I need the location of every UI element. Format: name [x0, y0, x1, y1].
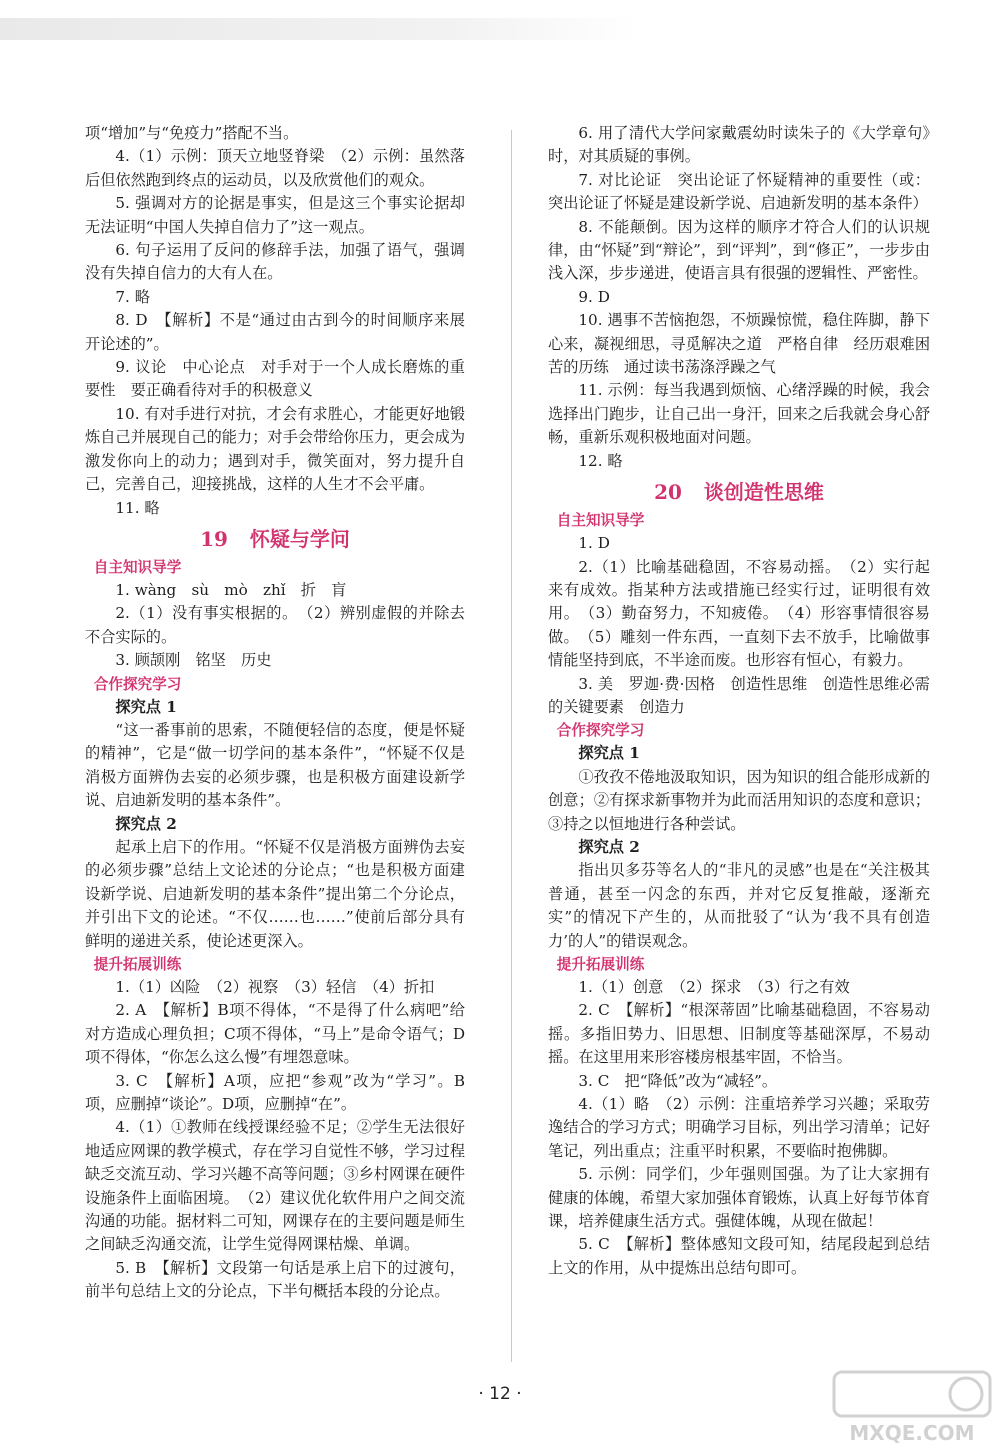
answer-line: 6. 用了清代大学问家戴震幼时读朱子的《大学章句》时，对其质疑的事例。 — [548, 124, 930, 166]
lesson-19-title — [85, 524, 465, 554]
answer-line: 5. B 【解析】文段第一句话是承上启下的过渡句，前半句总结上文的分论点，下半句概括本段的分论点。 — [85, 1258, 465, 1301]
section-heading: 合作探究学习 — [556, 722, 645, 740]
answer-line: 9. 议论 中心论点 对手对于一个人成长磨炼的重要性 要正确看待对手的积极意义 — [85, 358, 465, 400]
right-column — [548, 122, 930, 1280]
answer-line: 11. 略 — [115, 498, 160, 517]
answer-line: 3. C 把“降低”改为“减轻”。 — [578, 1071, 778, 1090]
answer-paragraph: 指出贝多芬等名人的“非凡的灵感”也是在“关注极其普通，甚至一闪念的东西，并对它反复推敲，逐渐充实”的情况下产生的，从而批驳了“认为‘我不具有创造力’的人”的错误观念。 — [548, 861, 930, 950]
explore-point-heading: 探究点 2 — [115, 814, 177, 833]
answer-line: 10. 有对手进行对抗，才会有求胜心，才能更好地锻炼自己并展现自己的能力；对手会带给你压力，更会成为激发你向上的动力；遇到对手，微笑面对，努力提升自己，完善自己，迎接挑战，这样的人生才不会平庸。 — [85, 404, 465, 494]
explore-point-heading: 探究点 2 — [578, 837, 640, 856]
top-header-rule — [0, 18, 640, 40]
section-heading: 提升拓展训练 — [93, 956, 182, 973]
answer-line: 2. A 【解析】B项不得体，“不是得了什么病吧”给对方造成心理负担；C项不得体，“马上”是命令语气；D项不得体，“你怎么这么慢”有埋怨意味。 — [85, 1001, 465, 1067]
section-heading: 提升拓展训练 — [556, 956, 645, 973]
answer-line: 4.（1）略 （2）示例：注重培养学习兴趣；采取劳逸结合的学习方式；明确学习目标，列出学习清单；记好笔记，列出重点；注重平时积累，不要临时抱佛脚。 — [548, 1095, 930, 1160]
answer-line: 3. C 【解析】A项，应把“参观”改为“学习”。B项，应删掉“谈论”。D项，应删掉“在”。 — [85, 1071, 465, 1114]
section-heading: 自主知识导学 — [93, 558, 182, 576]
answer-paragraph: “这一番事前的思索，不随便轻信的态度，便是怀疑的精神”，它是“做一切学问的基本条件”，“怀疑不仅是消极方面辨伪去妄的必须步骤，也是积极方面建设新学说、启迪新发明的基本条件”。 — [85, 720, 465, 810]
column-divider — [511, 130, 512, 1362]
answer-line: 1.（1）凶险 （2）视察 （3）轻信 （4）折扣 — [115, 978, 435, 996]
answer-line: 3. 顾颉刚 铭坚 历史 — [115, 651, 272, 670]
explore-point-heading: 探究点 1 — [115, 697, 177, 716]
lesson-number: 19 — [200, 526, 228, 551]
answer-line: 7. 对比论证 突出论证了怀疑精神的重要性（或：突出论证了怀疑是建设新学说、启迪新发明的基本条件） — [548, 170, 930, 213]
lesson-20-title — [548, 477, 930, 507]
watermark-text: MXQE.COM — [849, 1421, 975, 1445]
answer-line: 1. wàng sù mò zhǐ 折 肓 — [115, 580, 347, 599]
answer-line: 项“增加”与“免疫力”搭配不当。 — [85, 124, 299, 142]
left-column — [85, 122, 465, 1304]
watermark-logo — [828, 1368, 996, 1448]
answer-line: 8. 不能颠倒。因为这样的顺序才符合人们的认识规律，由“怀疑”到“辩论”，到“评判”，到“修正”，一步步由浅入深，步步递进，使语言具有很强的逻辑性、严密性。 — [548, 217, 930, 283]
answer-line: 2.（1）没有事实根据的。 （2）辨别虚假的并除去不合实际的。 — [85, 604, 465, 646]
answer-line: 6. 句子运用了反问的修辞手法，加强了语气，强调没有失掉自信力的大有人在。 — [85, 241, 465, 283]
answer-line: 8. D 【解析】不是“通过由古到今的时间顺序来展开论述的”。 — [85, 311, 465, 353]
section-heading: 合作探究学习 — [93, 675, 182, 693]
answer-line: 4.（1）①教师在线授课经验不足；②学生无法很好地适应网课的教学模式，存在学习自觉性不够，学习过程缺乏交流互动、学习兴趣不高等问题；③乡村网课在硬件设施条件上面临困境。 （2）建议优化软件用户之间交流沟通的功能。据材料二可知，网课存在的主要问题是师生之间缺乏沟通交流，让学生觉得网课枯燥、单调。 — [85, 1118, 465, 1254]
answer-line: 2.（1）比喻基础稳固，不容易动摇。 （2）实行起来有成效。指某种方法或措施已经实行过，证明很有效用。 （3）勤奋努力，不知疲倦。 （4）形容事情很容易做。 （5）雕刻一件东西，一直刻下去不放手，比喻做事情能坚持到底，不半途而废。也形容有恒心，有毅力。 — [548, 557, 930, 670]
answer-line: 9. D — [578, 287, 610, 306]
answer-line: 10. 遇事不苦恼抱怨，不烦躁惊慌，稳住阵脚，静下心来，凝视细思，寻觅解决之道 严格自律 经历艰难困苦的历练 通过读书荡涤浮躁之气 — [548, 311, 930, 377]
answer-line: 5. 示例：同学们，少年强则国强。为了让大家拥有健康的体魄，希望大家加强体育锻炼，认真上好每节体育课，培养健康生活方式。强健体魄，从现在做起！ — [548, 1165, 930, 1231]
answer-paragraph: ①孜孜不倦地汲取知识，因为知识的组合能形成新的创意；②有探求新事物并为此而活用知识的态度和意识；③持之以恒地进行各种尝试。 — [548, 767, 930, 833]
answer-line: 1. D — [578, 534, 610, 553]
answer-line: 12. 略 — [578, 451, 623, 470]
answer-line: 1.（1）创意 （2）探求 （3）行之有效 — [578, 978, 850, 996]
lesson-number: 20 — [654, 480, 682, 505]
explore-point-heading: 探究点 1 — [578, 744, 640, 763]
page-number: · 12 · — [478, 1384, 522, 1404]
lesson-name: 谈创造性思维 — [703, 480, 824, 505]
answer-paragraph: 起承上启下的作用。“怀疑不仅是消极方面辨伪去妄的必须步骤”总结上文论述的分论点；“也是积极方面建设新学说、启迪新发明的基本条件”提出第二个分论点，并引出下文的论述。“不仅……也……”使前后部分具有鲜明的递进关系，使论述更深入。 — [85, 837, 465, 950]
answer-line: 4.（1）示例：顶天立地竖脊梁 （2）示例：虽然落后但依然跑到终点的运动员，以及欣赏他们的观众。 — [85, 147, 465, 189]
answer-line: 2. C 【解析】“根深蒂固”比喻基础稳固，不容易动摇。多指旧势力、旧思想、旧制度等基础深厚，不易动摇。在这里用来形容楼房根基牢固，不恰当。 — [548, 1001, 930, 1067]
answer-line: 11. 示例：每当我遇到烦恼、心绪浮躁的时候，我会选择出门跑步，让自己出一身汗，回来之后我就会身心舒畅，重新乐观积极地面对问题。 — [548, 381, 930, 447]
lesson-name: 怀疑与学问 — [249, 526, 350, 551]
answer-line: 5. C 【解析】整体感知文段可知，结尾段起到总结上文的作用，从中提炼出总结句即可。 — [548, 1235, 930, 1277]
section-heading: 自主知识导学 — [556, 512, 645, 530]
answer-line: 3. 美 罗迦·费·因格 创造性思维 创造性思维必需的关键要素 创造力 — [548, 674, 930, 716]
answer-line: 7. 略 — [115, 287, 150, 306]
answer-line: 5. 强调对方的论据是事实，但是这三个事实论据却无法证明“中国人失掉自信力了”这一观点。 — [85, 194, 465, 236]
